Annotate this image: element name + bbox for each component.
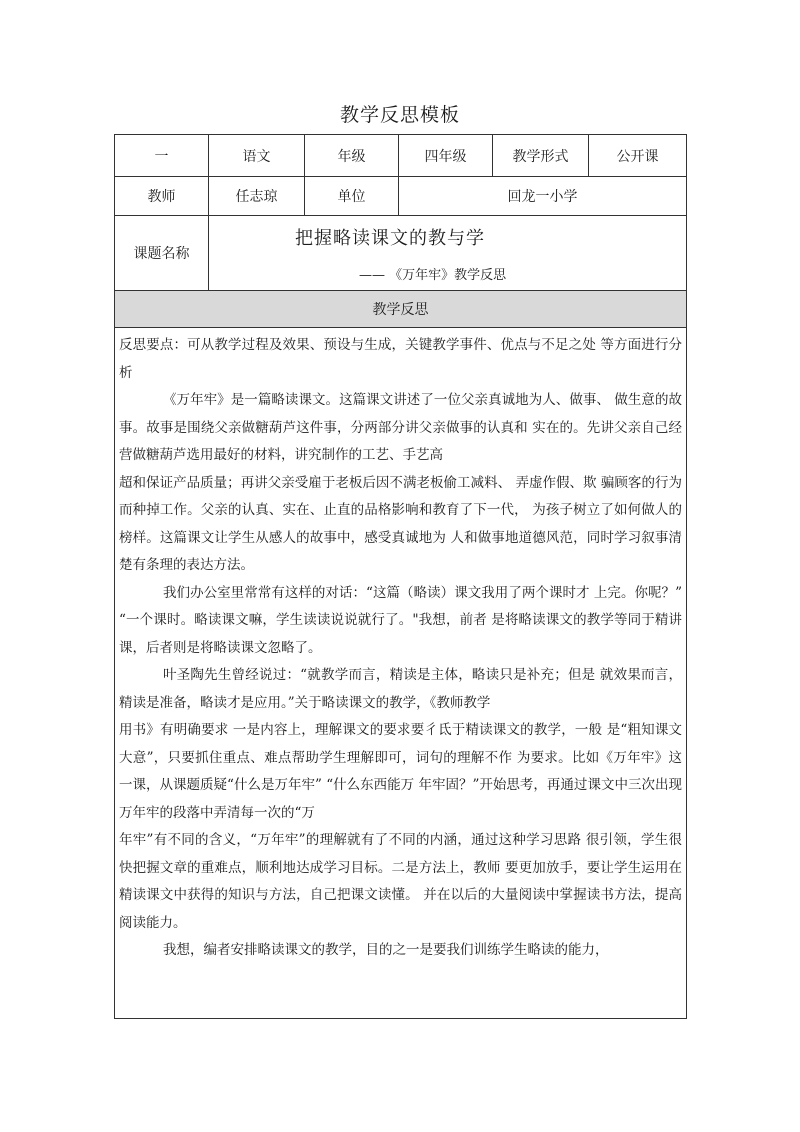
reflection-content — [115, 328, 687, 1019]
grade-dash-cell: 一 — [115, 135, 209, 177]
unit-label-cell: 单位 — [305, 177, 399, 216]
lesson-form-table — [114, 134, 687, 1019]
reflection-header-row — [115, 291, 687, 328]
course-row — [115, 216, 687, 291]
reflection-paragraph: 叶圣陶先生曾经说过：“就教学而言，精读是主体，略读只是补充；但是 就效果而言，精读是准备，略读才是应用。”关于略读课文的教学，《教师教学 — [119, 667, 682, 711]
info-row-grade — [115, 135, 687, 177]
grade-value-cell: 四年级 — [399, 135, 493, 177]
reflection-paragraph: 用书》有明确要求 一是内容上，理解课文的要求要彳氐于精读课文的教学，一般 是“粗知课文大意”，只要抓住重点、难点帮助学生理解即可，词句的理解不作 为要求。比如《万年牢》这一课，从课题质疑“什么是万年牢” “什么东西能万 年牢固？”开始思考，再通过课文中三次出现万年牢的段落中弄清每一次的“万 — [119, 722, 682, 821]
reflection-paragraph: 我们办公室里常常有这样的对话：“这篇（略读）课文我用了两个课时才 上完。你呢？” “一个课时。略读课文嘛，学生读读说说就行了。"我想，前者 是将略读课文的教学等同于精讲课，后者则是将略读课文忽略了。 — [119, 584, 682, 656]
subject-cell: 语文 — [209, 135, 305, 177]
teacher-name-cell: 任志琼 — [209, 177, 305, 216]
course-label-cell: 课题名称 — [115, 216, 209, 291]
info-row-teacher — [115, 177, 687, 216]
course-subtitle: —— 《万年牢》教学反思 — [359, 268, 507, 283]
reflection-paragraph: 《万年牢》是一篇略读课文。这篇课文讲述了一位父亲真诚地为人、做事、 做生意的故事。故事是围绕父亲做糖葫芦这件事，分两部分讲父亲做事的认真和 实在的。先讲父亲自己经营做糖葫芦选用最好的材料，讲究制作的工艺、手艺高 — [119, 392, 682, 463]
reflection-points: 反思要点：可从教学过程及效果、预设与生成，关键教学事件、优点与不足之处 等方面进行分析 — [119, 337, 682, 381]
teaching-form-label-cell: 教学形式 — [493, 135, 589, 177]
document-title: 教学反思模板 — [339, 104, 460, 126]
reflection-content-row — [115, 328, 687, 1019]
reflection-header: 教学反思 — [115, 291, 687, 328]
course-title: 把握略读课文的教与学 — [295, 228, 485, 249]
reflection-paragraph: 年牢”有不同的含义，“万年牢”的理解就有了不同的内涵，通过这种学习思路 很引领，学生很快把握文章的重难点，顺利地达成学习目标。二是方法上，教师 要更加放手，要让学生运用在精读课文中获得的知识与方法，自己把课文读懂。 并在以后的大量阅读中掌握读书方法，提高阅读能力。 — [119, 832, 682, 931]
teaching-form-value-cell: 公开课 — [589, 135, 687, 177]
reflection-paragraph: 超和保证产品质量；再讲父亲受雇于老板后因不满老板偷工减料、 弄虚作假、欺 骗顾客的行为而种掉工作。父亲的认真、实在、止直的品格影响和教育了下一代， 为孩子树立了如何做人的榜样。这篇课文让学生从感人的故事中，感受真诚地为 人和做事地道德风范，同时学习叙事清楚有条理的表达方法。 — [119, 474, 682, 573]
unit-value-cell: 回龙一小学 — [399, 177, 687, 216]
reflection-paragraph: 我想，编者安排略读课文的教学，目的之一是要我们训练学生略读的能力， — [163, 942, 609, 958]
teacher-label-cell: 教师 — [115, 177, 209, 216]
grade-label-cell: 年级 — [305, 135, 399, 177]
course-title-cell — [209, 216, 687, 291]
